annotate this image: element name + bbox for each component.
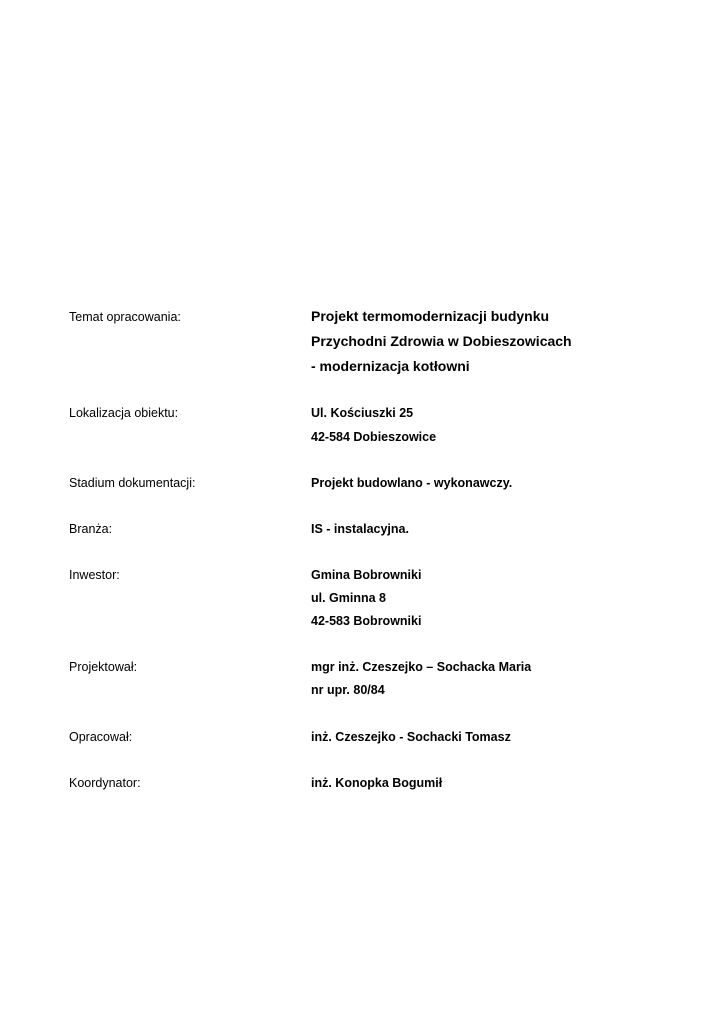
discipline-value: IS - instalacyjna.	[311, 522, 409, 536]
documentation-stage-value: Projekt budowlano - wykonawczy.	[311, 476, 513, 490]
investor-label: Inwestor:	[69, 568, 120, 582]
investor-value-line-3: 42-583 Bobrowniki	[311, 614, 422, 628]
location-value-line-1: Ul. Kościuszki 25	[311, 406, 414, 420]
location-label: Lokalizacja obiektu:	[69, 406, 179, 420]
prepared-by-label: Opracował:	[69, 730, 133, 744]
designer-value-line-2: nr upr. 80/84	[311, 683, 385, 697]
topic-value-line-2: Przychodni Zdrowia w Dobieszowicach	[311, 333, 572, 349]
prepared-by-value: inż. Czeszejko - Sochacki Tomasz	[311, 730, 511, 744]
topic-label: Temat opracowania:	[69, 310, 181, 324]
location-value-line-2: 42-584 Dobieszowice	[311, 430, 437, 444]
discipline-label: Branża:	[69, 522, 113, 536]
coordinator-label: Koordynator:	[69, 776, 141, 790]
investor-value-line-2: ul. Gminna 8	[311, 591, 387, 605]
topic-value-line-3: - modernizacja kotłowni	[311, 358, 470, 374]
designer-value-line-1: mgr inż. Czeszejko – Sochacka Maria	[311, 660, 532, 674]
topic-value-line-1: Projekt termomodernizacji budynku	[311, 308, 550, 324]
designer-label: Projektował:	[69, 660, 138, 674]
documentation-stage-label: Stadium dokumentacji:	[69, 476, 196, 490]
investor-value-line-1: Gmina Bobrowniki	[311, 568, 422, 582]
coordinator-value: inż. Konopka Bogumił	[311, 776, 443, 790]
